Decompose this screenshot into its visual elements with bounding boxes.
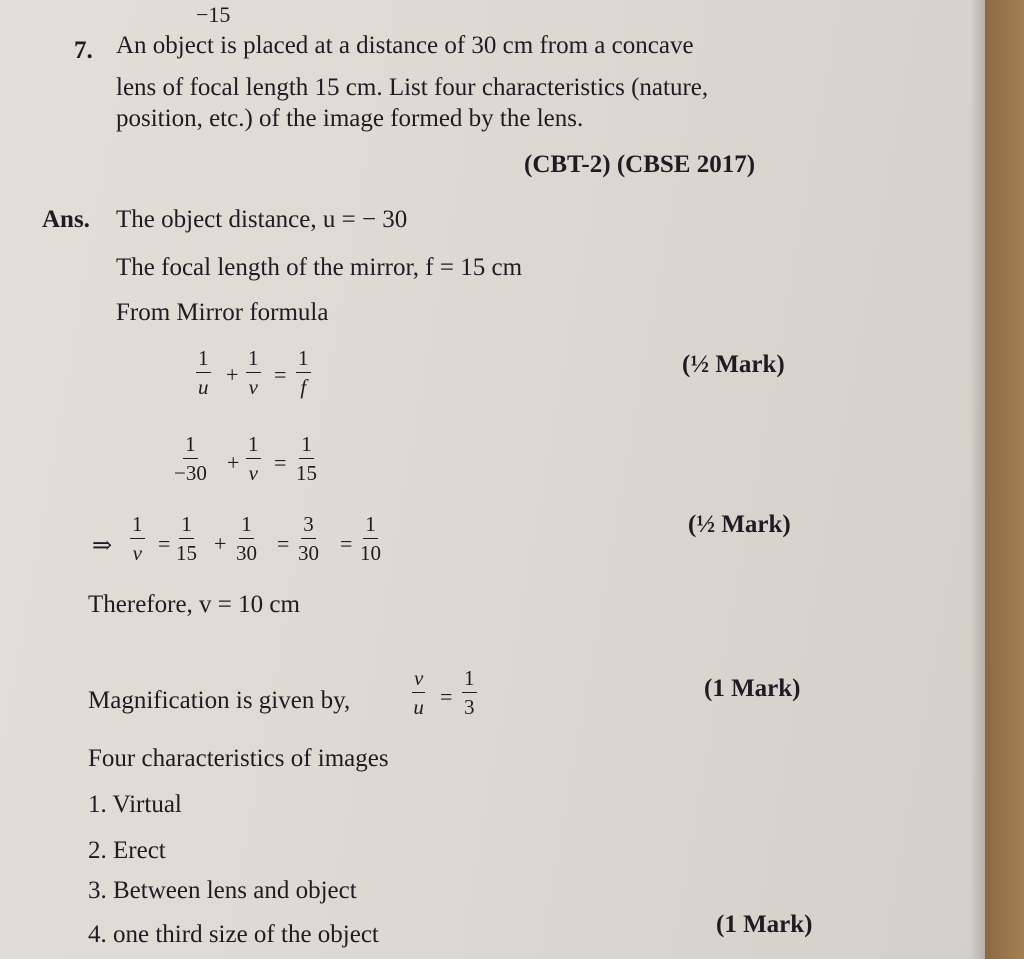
formula-intro: From Mirror formula [116, 299, 329, 326]
list-item: 3. Between lens and object [88, 877, 357, 904]
answer-label: Ans. [42, 206, 90, 233]
eq3-term-5: $\frac{1}{10}$ [360, 512, 381, 565]
question-source: (CBT-2) (CBSE 2017) [524, 151, 756, 178]
eq2-term-2: $\frac{1}{v}$ [248, 432, 259, 485]
mark-2: (½ Mark) [688, 511, 791, 538]
eq3-term-1: $\frac{1}{v}$ [132, 512, 143, 565]
top-fragment: −15 [196, 2, 231, 27]
object-distance-line: The object distance, u = − 30 [116, 206, 408, 233]
magnification-term-1: $\frac{v}{u}$ [413, 666, 424, 719]
eq3-term-2: $\frac{1}{15}$ [176, 512, 197, 565]
characteristics-heading: Four characteristics of images [88, 745, 389, 772]
background-surface [985, 0, 1024, 959]
eq1-equals: = [274, 362, 287, 387]
question-line-2: lens of focal length 15 cm. List four characteristics (nature, [116, 74, 709, 101]
magnification-term-2: $\frac{1}{3}$ [464, 666, 475, 719]
eq3-plus: + [214, 531, 227, 556]
list-item: 1. Virtual [88, 791, 182, 818]
eq2-term-3: $\frac{1}{15}$ [296, 432, 317, 485]
eq2-equals: = [274, 450, 287, 475]
magnification-equals: = [440, 684, 453, 709]
eq3-term-4: $\frac{3}{30}$ [298, 512, 319, 565]
eq1-plus: + [226, 362, 239, 387]
mark-4: (1 Mark) [716, 911, 813, 938]
eq3-equals-1: = [158, 531, 171, 556]
list-item: 4. one third size of the object [88, 921, 379, 948]
eq3-term-3: $\frac{1}{30}$ [236, 512, 257, 565]
mark-3: (1 Mark) [704, 675, 801, 702]
implies-arrow: ⇒ [92, 533, 113, 559]
question-line-1: An object is placed at a distance of 30 cm from a concave [116, 32, 694, 59]
eq3-equals-2: = [277, 531, 290, 556]
eq2-term-1: $\frac{1}{-30}$ [174, 432, 207, 485]
question-line-3: position, etc.) of the image formed by the lens. [116, 105, 584, 132]
focal-length-line: The focal length of the mirror, f = 15 cm [116, 254, 523, 281]
eq1-term-2: $\frac{1}{v}$ [248, 346, 259, 399]
question-number: 7. [74, 37, 93, 64]
eq1-term-3: $\frac{1}{f}$ [298, 346, 309, 399]
eq1-term-1: $\frac{1}{u}$ [198, 346, 209, 399]
magnification-text: Magnification is given by, [88, 687, 351, 714]
eq2-plus: + [227, 450, 240, 475]
list-item: 2. Erect [88, 837, 166, 864]
mark-1: (½ Mark) [682, 351, 785, 378]
eq3-equals-3: = [340, 531, 353, 556]
therefore-line: Therefore, v = 10 cm [88, 591, 300, 618]
